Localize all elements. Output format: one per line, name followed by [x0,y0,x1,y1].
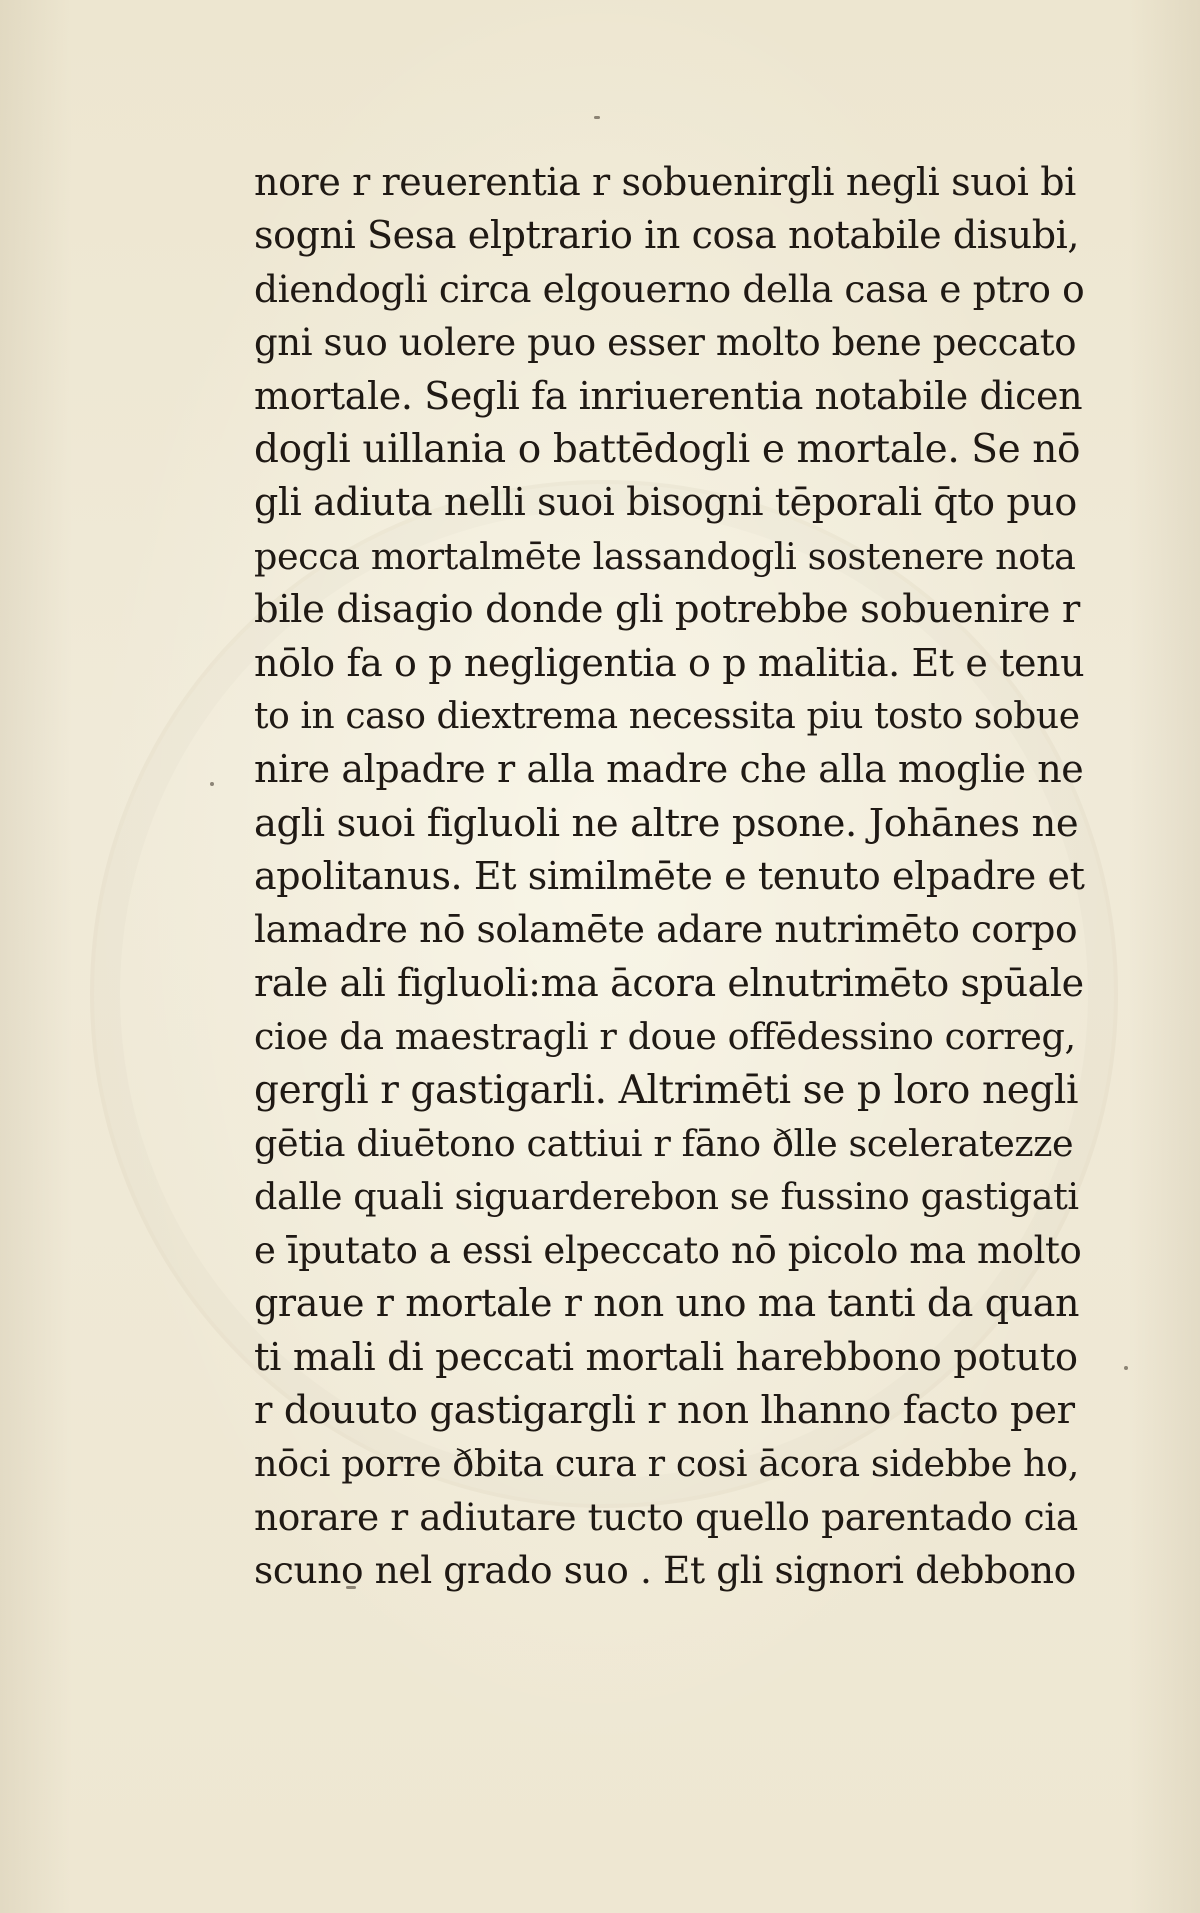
text-line: scuno nel grado suo . Et gli signori debbono [254,1548,1076,1593]
text-line: cioe da maestragli r doue offēdessino correg, [254,1015,1076,1059]
text-line: apolitanus. Et similmēte e tenuto elpadre et [254,854,1085,899]
text-line: gētia diuētono cattiui r fāno ðlle sceleratezze [254,1122,1074,1166]
text-line: nōlo fa o p negligentia o p malitia. Et e tenu [254,640,1085,685]
printed-text-block [254,156,1084,1598]
text-line: e īputato a essi elpeccato nō picolo ma molto [254,1228,1082,1272]
ink-speck [594,116,600,119]
text-line: sogni Sesa elptrario in cosa notabile disubi, [254,213,1080,258]
ink-speck [210,782,214,786]
text-line: dalle quali siguarderebon se fussino gastigati [254,1175,1079,1219]
text-line: agli suoi figluoli ne altre psone. Johānes ne [254,800,1079,846]
text-line: rale ali figluoli:ma ācora elnutrimēto spūale [254,960,1084,1005]
text-line: gli adiuta nelli suoi bisogni tēporali q̄to puo [254,480,1077,525]
text-line: nire alpadre r alla madre che alla moglie ne [254,747,1084,792]
text-line: norare r adiutare tucto quello parentado cia [254,1494,1078,1539]
text-line: gergli r gastigarli. Altrimēti se p loro negli [254,1067,1079,1113]
text-line: ti mali di peccati mortali harebbono potuto [254,1334,1078,1380]
text-line: bile disagio donde gli potrebbe sobuenire r [254,587,1080,633]
text-line: nōci porre ðbita cura r cosi ācora sidebbe ho, [254,1442,1079,1486]
text-line: pecca mortalmēte lassandogli sostenere nota [254,534,1076,578]
text-line: nore r reuerentia r sobuenirgli negli suoi bi [254,160,1076,204]
text-line: mortale. Segli fa inriuerentia notabile dicen [254,373,1083,418]
text-line: r douuto gastigargli r non lhanno facto per [254,1387,1075,1433]
text-line: diendogli circa elgouerno della casa e ptro o [254,266,1085,311]
text-line: to in caso diextrema necessita piu tosto sobue [254,695,1080,737]
text-line: lamadre nō solamēte adare nutrimēto corpo [254,907,1078,952]
text-line: dogli uillania o battēdogli e mortale. Se nō [254,426,1081,472]
ink-speck [1124,1366,1128,1370]
text-line: gni suo uolere puo esser molto bene peccato [254,321,1077,365]
text-line: graue r mortale r non uno ma tanti da quan [254,1281,1080,1326]
